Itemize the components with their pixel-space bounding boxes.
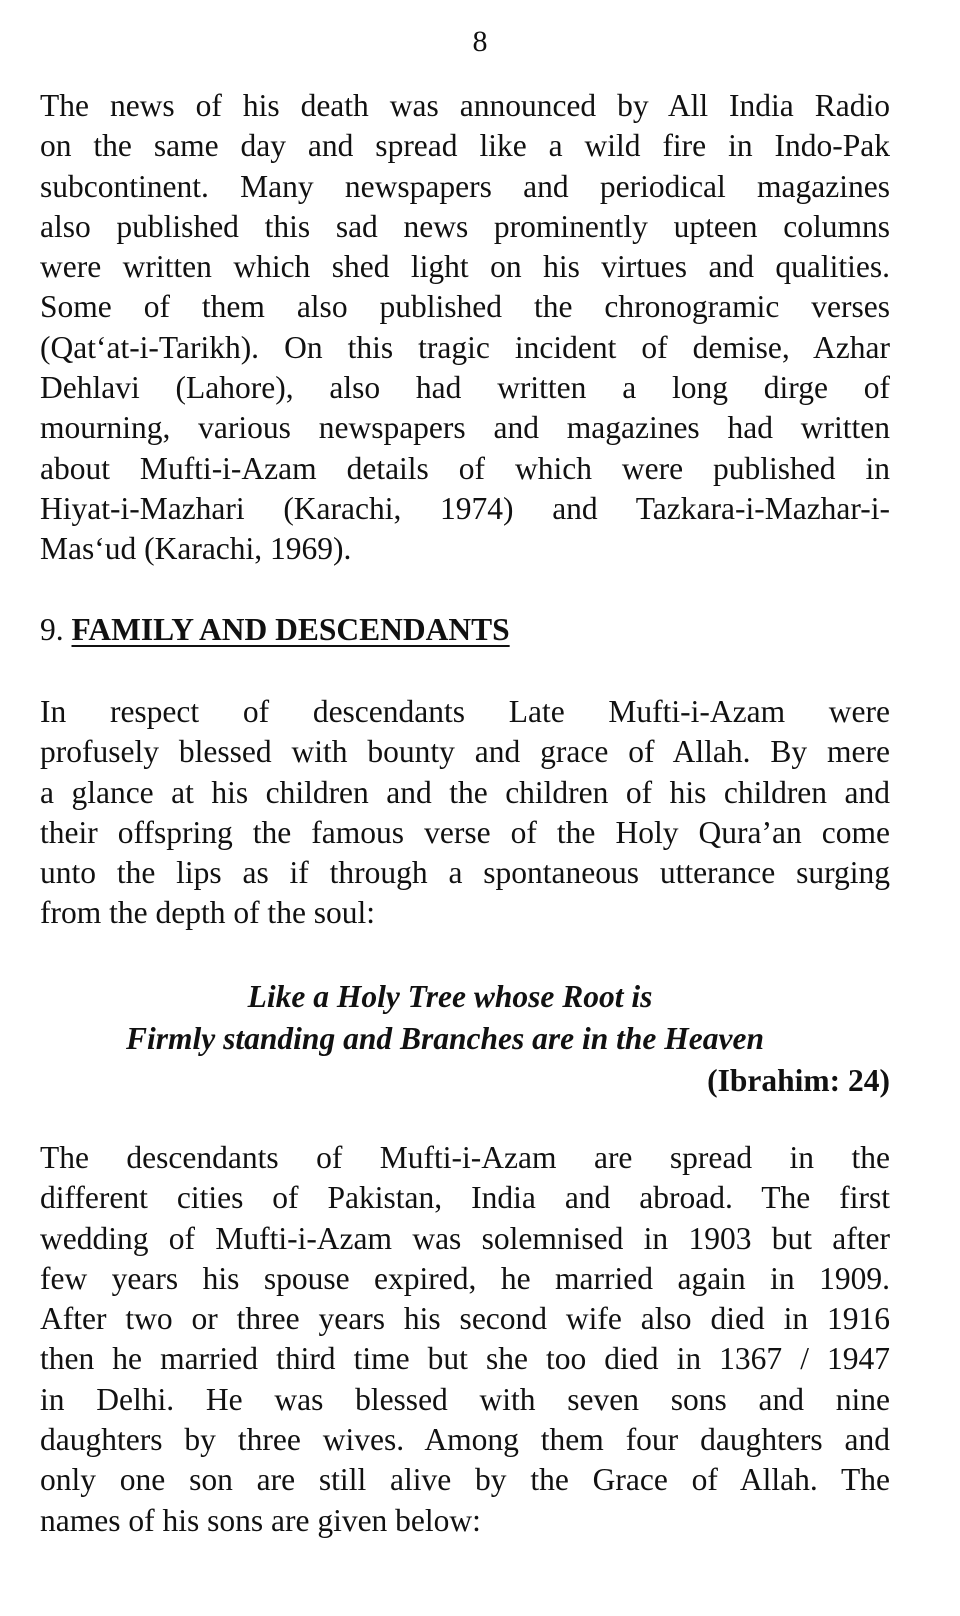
text-line: The descendants of Mufti-i-Azam are spread in the [40, 1140, 890, 1175]
text-line: also published this sad news prominently upteen columns [40, 208, 890, 244]
text-line: were written which shed light on his virtues and qualities. [40, 249, 890, 285]
text-line: (Qat‘at-i-Tarikh). On this tragic incident of demise, Azhar [40, 329, 890, 365]
text-line: The news of his death was announced by All India Radio [40, 88, 890, 123]
text-line: few years his spouse expired, he married again in 1909. [40, 1260, 890, 1296]
paragraph-death-news [40, 86, 890, 570]
section-heading [40, 610, 510, 650]
text-line: only one son are still alive by the Grace of Allah. The [40, 1462, 890, 1498]
quran-quote [40, 976, 890, 1102]
text-line: different cities of Pakistan, India and abroad. The first [40, 1180, 890, 1216]
text-line: then he married third time but she too died in 1367 / 1947 [40, 1341, 890, 1377]
quote-line: Like a Holy Tree whose Root is [247, 979, 653, 1014]
text-line: Mas‘ud (Karachi, 1969). [40, 531, 352, 567]
text-line: wedding of Mufti-i-Azam was solemnised in 1903 but after [40, 1220, 890, 1256]
text-line: After two or three years his second wife also died in 1916 [40, 1301, 890, 1337]
text-line: unto the lips as if through a spontaneous utterance surging [40, 855, 890, 891]
quote-line: Firmly standing and Branches are in the Heaven [126, 1021, 764, 1056]
quote-citation: (Ibrahim: 24) [707, 1063, 890, 1098]
text-line: mourning, various newspapers and magazines had written [40, 410, 890, 446]
paragraph-descendants-intro [40, 692, 890, 934]
section-number: 9. [40, 612, 64, 647]
text-line: In respect of descendants Late Mufti-i-Azam were [40, 694, 890, 729]
text-line: Hiyat-i-Mazhari (Karachi, 1974) and Tazkara-i-Mazhar-i- [40, 490, 890, 526]
section-title: FAMILY AND DESCENDANTS [71, 612, 510, 647]
text-line: daughters by three wives. Among them four daughters and [40, 1422, 890, 1458]
text-line: profusely blessed with bounty and grace of Allah. By mere [40, 734, 890, 770]
text-line: subcontinent. Many newspapers and periodical magazines [40, 168, 890, 204]
page-number: 8 [472, 25, 488, 58]
text-line: from the depth of the soul: [40, 895, 376, 931]
text-line: about Mufti-i-Azam details of which were published in [40, 450, 890, 486]
text-line: Some of them also published the chronogramic verses [40, 289, 890, 325]
text-line: in Delhi. He was blessed with seven sons and nine [40, 1381, 890, 1417]
paragraph-descendants-details [40, 1138, 890, 1541]
text-line: on the same day and spread like a wild fire in Indo-Pak [40, 128, 890, 164]
text-line: a glance at his children and the children of his children and [40, 774, 890, 810]
text-line: names of his sons are given below: [40, 1502, 481, 1538]
text-line: their offspring the famous verse of the Holy Qura’an come [40, 814, 890, 850]
text-line: Dehlavi (Lahore), also had written a long dirge of [40, 370, 890, 406]
